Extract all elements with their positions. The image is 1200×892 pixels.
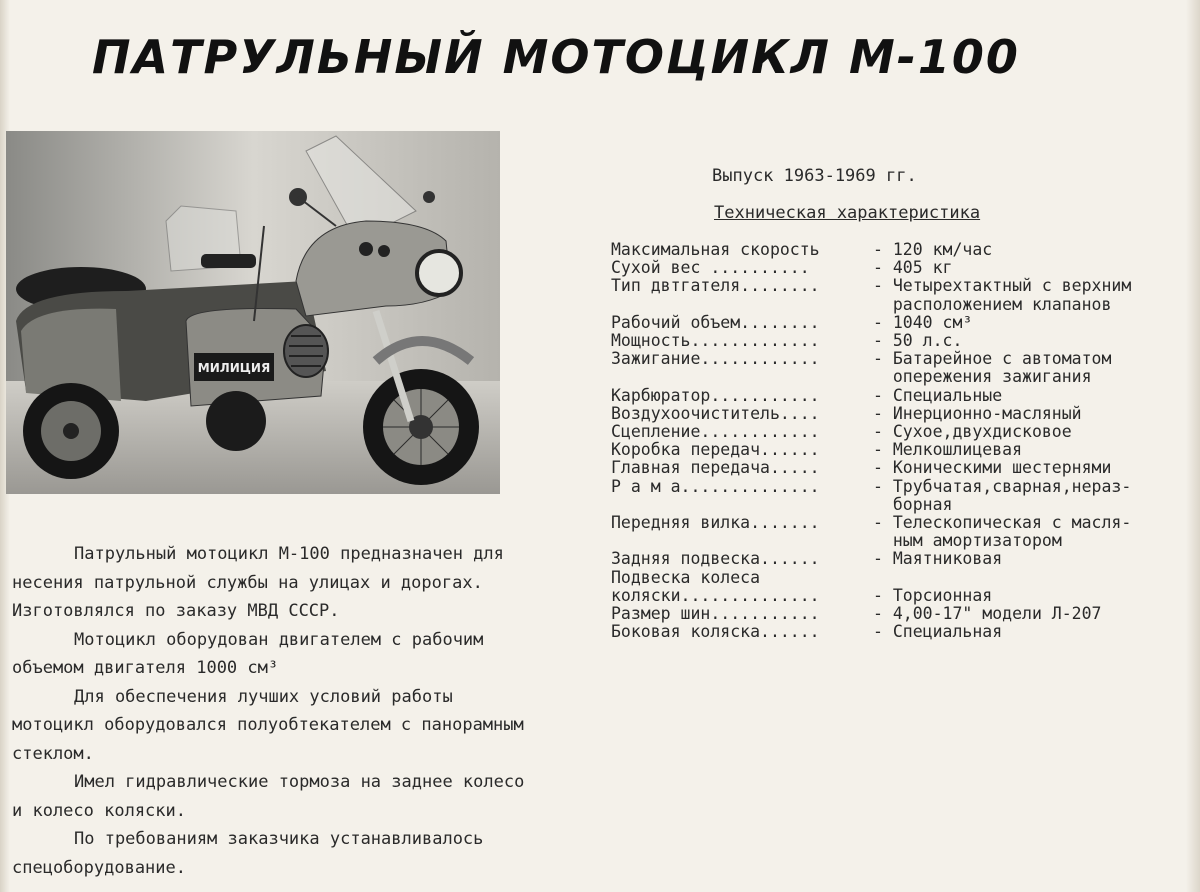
spec-row [611,569,1186,587]
spec-name: Карбюратор........... [611,386,820,405]
spec-name: Передняя вилка....... [611,514,820,533]
spec-row [611,623,1186,641]
spec-value: - Трубчатая,сварная,нераз- борная [873,476,1132,514]
spec-row [611,332,1186,350]
spec-row [611,405,1186,423]
spec-name: Рабочий объем........ [611,313,820,332]
spec-row [611,514,1186,550]
spec-row [611,350,1186,386]
spec-row [611,605,1186,623]
page-edge-right [1186,0,1200,892]
spec-name: Тип двтгателя........ [611,277,820,296]
spec-name: коляски.............. [611,586,820,605]
spec-value: - Телескопическая с масля- ным амортизатором [873,513,1132,551]
description-paragraph: Для обеспечения лучших условий работы мотоцикл оборудовался полуобтекателем с панорамным стеклом. [12,686,524,764]
spec-table [611,241,1186,641]
motorcycle-photo [6,131,500,494]
spec-row [611,441,1186,459]
spec-name: Воздухоочиститель.... [611,404,820,423]
description-paragraph: По требованиям заказчика устанавливалось спецоборудование. [12,829,484,878]
spec-value: - 405 кг [873,258,953,278]
spec-value: - Торсионная [873,585,993,605]
spec-value: - 1040 см³ [873,312,973,332]
spec-value: - Специальная [873,622,1003,642]
spec-value: - 50 л.с. [873,331,963,351]
spec-value: - Четырехтактный с верхним расположением клапанов [873,276,1132,314]
spec-value: - Специальные [873,385,1003,405]
spec-name: Размер шин........... [611,605,820,624]
description-paragraph: Мотоцикл оборудован двигателем с рабочим объемом двигателя 1000 см³ [12,629,484,678]
spec-row [611,314,1186,332]
spec-value: - Коническими шестернями [873,458,1112,478]
page-title: ПАТРУЛЬНЫЙ МОТОЦИКЛ М-100 [92,30,1020,84]
spec-row [611,241,1186,259]
spec-value: - Сухое,двухдисковое [873,422,1072,442]
spec-heading: Техническая характеристика [714,203,981,223]
spec-name: Задняя подвеска...... [611,550,820,569]
spec-name: Главная передача..... [611,459,820,478]
spec-row [611,587,1186,605]
spec-row [611,459,1186,477]
description-paragraph: Патрульный мотоцикл М-100 предназначен для несения патрульной службы на улицах и дорогах. Изготовлялся по заказу МВД СССР. [12,544,504,621]
spec-row [611,259,1186,277]
spec-name: Максимальная скорость [611,241,820,259]
spec-name: Коробка передач...... [611,441,820,460]
release-years: Выпуск 1963-1969 гг. [712,166,917,186]
spec-value [873,569,1186,587]
spec-row [611,387,1186,405]
spec-row [611,423,1186,441]
spec-name: Мощность............. [611,332,820,351]
spec-name: Подвеска колеса [611,568,761,587]
spec-value: - Батарейное с автоматом опережения зажигания [873,349,1112,387]
motorcycle-illustration [6,131,500,494]
spec-value: - Инерционно-масляный [873,403,1082,423]
spec-name: Сцепление............ [611,423,820,442]
spec-value: - Мелкошлицевая [873,440,1023,460]
spec-name: Боковая коляска...... [611,623,820,642]
description [12,540,532,882]
spec-value: - 4,00-17" модели Л-207 [873,604,1102,624]
spec-row [611,478,1186,514]
spec-row [611,550,1186,568]
description-paragraph: Имел гидравлические тормоза на заднее колесо и колесо коляски. [12,772,525,821]
spec-value: - 120 км/час [873,240,993,259]
spec-name: Р а м а.............. [611,477,820,496]
spec-name: Зажигание............ [611,350,820,369]
spec-row [611,277,1186,313]
spec-value: - Маятниковая [873,549,1003,569]
spec-name: Сухой вес .......... [611,259,810,278]
sidecar-label: МИЛИЦИЯ [197,361,271,375]
